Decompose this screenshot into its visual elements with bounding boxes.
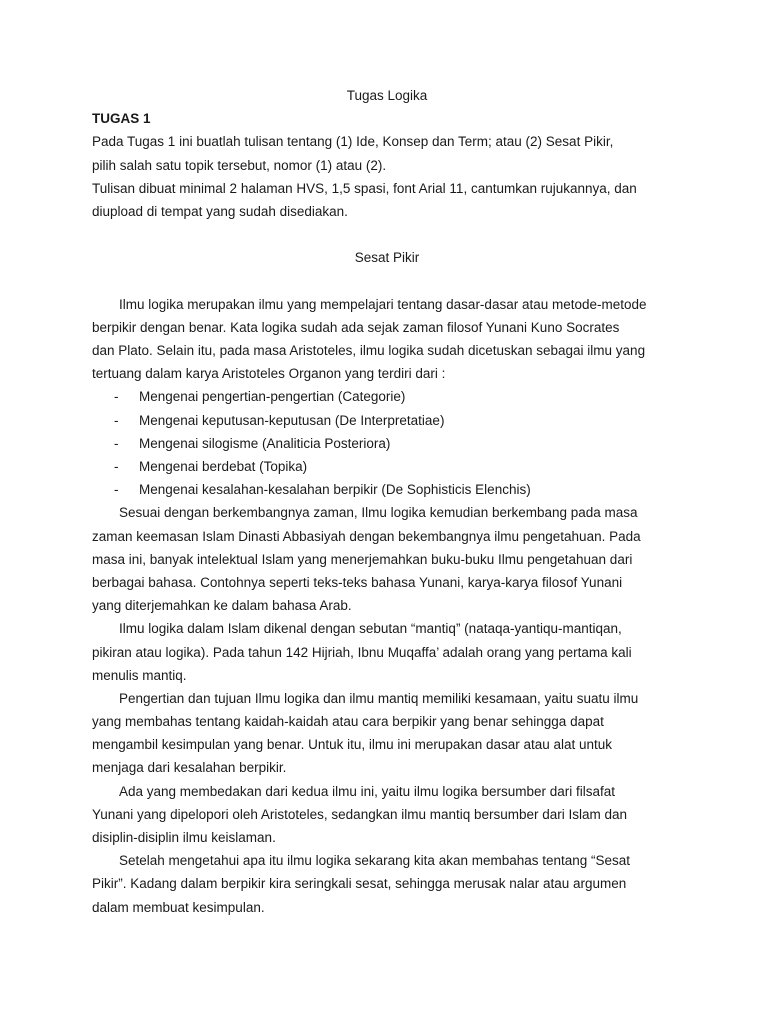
bullet-marker: - <box>114 389 119 405</box>
paragraph-line: Ilmu logika dalam Islam dikenal dengan sebutan “mantiq” (nataqa-yantiqu-mantiqan, <box>119 621 622 637</box>
bullet-marker: - <box>114 435 119 451</box>
paragraph-line: yang membahas tentang kaidah-kaidah atau cara berpikir yang benar sehingga dapat <box>92 714 604 730</box>
paragraph-line: menulis mantiq. <box>92 667 187 683</box>
paragraph-line: Sesuai dengan berkembangnya zaman, Ilmu logika kemudian berkembang pada masa <box>119 505 638 521</box>
paragraph-line: mengambil kesimpulan yang benar. Untuk itu, ilmu ini merupakan dasar atau alat untuk <box>92 737 613 753</box>
task-line: Tulisan dibuat minimal 2 halaman HVS, 1,5 spasi, font Arial 11, cantumkan rujukannya, dan <box>92 180 637 196</box>
task-line: diupload di tempat yang sudah disediakan. <box>92 203 348 219</box>
list-item <box>92 455 682 478</box>
list-item <box>92 432 682 455</box>
list-item <box>92 409 682 432</box>
paragraph-line: Setelah mengetahui apa itu ilmu logika sekarang kita akan membahas tentang “Sesat <box>119 853 631 869</box>
document-page <box>92 84 682 919</box>
bullet-marker: - <box>114 412 119 428</box>
paragraph-line: Yunani yang dipelopori oleh Aristoteles, sedangkan ilmu mantiq bersumber dari Islam dan <box>92 806 628 822</box>
paragraph-line: Ilmu logika merupakan ilmu yang mempelajari tentang dasar-dasar atau metode-metode <box>119 296 647 312</box>
spacer <box>92 270 682 293</box>
paragraph-line: Pikir”. Kadang dalam berpikir kira seringkali sesat, sehingga merusak nalar atau argumen <box>92 876 627 892</box>
list-item-text: Mengenai berdebat (Topika) <box>139 459 308 474</box>
paragraph-line: disiplin-disiplin ilmu keislaman. <box>92 830 276 845</box>
list-item-text: Mengenai pengertian-pengertian (Categorie) <box>139 389 406 405</box>
paragraph-line: dalam membuat kesimpulan. <box>92 899 265 915</box>
paragraph-line: berpikir dengan benar. Kata logika sudah ada sejak zaman filosof Yunani Kuno Socrates <box>92 319 620 335</box>
paragraph-line: zaman keemasan Islam Dinasti Abbasiyah dengan bekembangnya ilmu pengetahuan. Pada <box>92 528 641 544</box>
section-title: Sesat Pikir <box>354 250 420 266</box>
paragraph-line: Ada yang membedakan dari kedua ilmu ini, yaitu ilmu logika bersumber dari filsafat <box>119 783 615 799</box>
bullet-marker: - <box>114 459 119 474</box>
spacer <box>92 223 682 246</box>
paragraph-line: pikiran atau logika). Pada tahun 142 Hijriah, Ibnu Muqaffa’ adalah orang yang pertama kali <box>92 644 632 660</box>
task-heading: TUGAS 1 <box>92 111 151 127</box>
paragraph-line: masa ini, banyak intelektual Islam yang menerjemahkan buku-buku Ilmu pengetahuan dari <box>92 551 633 567</box>
list-item-text: Mengenai kesalahan-kesalahan berpikir (De Sophisticis Elenchis) <box>139 482 531 498</box>
task-line: pilih salah satu topik tersebut, nomor (1) atau (2). <box>92 157 387 173</box>
paragraph-line: dan Plato. Selain itu, pada masa Aristoteles, ilmu logika sudah dicetuskan sebagai ilmu yang <box>92 343 646 359</box>
bullet-marker: - <box>114 482 119 498</box>
paragraph-line: yang diterjemahkan ke dalam bahasa Arab. <box>92 598 352 614</box>
list-item <box>92 385 682 408</box>
task-line: Pada Tugas 1 ini buatlah tulisan tentang (1) Ide, Konsep dan Term; atau (2) Sesat Pikir, <box>92 134 614 150</box>
list-item <box>92 478 682 501</box>
paragraph-line: Pengertian dan tujuan Ilmu logika dan ilmu mantiq memiliki kesamaan, yaitu suatu ilmu <box>119 690 639 706</box>
list-item-text: Mengenai silogisme (Analiticia Posteriora) <box>139 435 391 451</box>
document-title: Tugas Logika <box>346 88 428 103</box>
paragraph-line: menjaga dari kesalahan berpikir. <box>92 760 287 776</box>
paragraph-line: berbagai bahasa. Contohnya seperti teks-teks bahasa Yunani, karya-karya filosof Yunani <box>92 574 623 590</box>
list-item-text: Mengenai keputusan-keputusan (De Interpretatiae) <box>139 412 445 428</box>
paragraph-line: tertuang dalam karya Aristoteles Organon yang terdiri dari : <box>92 366 446 382</box>
